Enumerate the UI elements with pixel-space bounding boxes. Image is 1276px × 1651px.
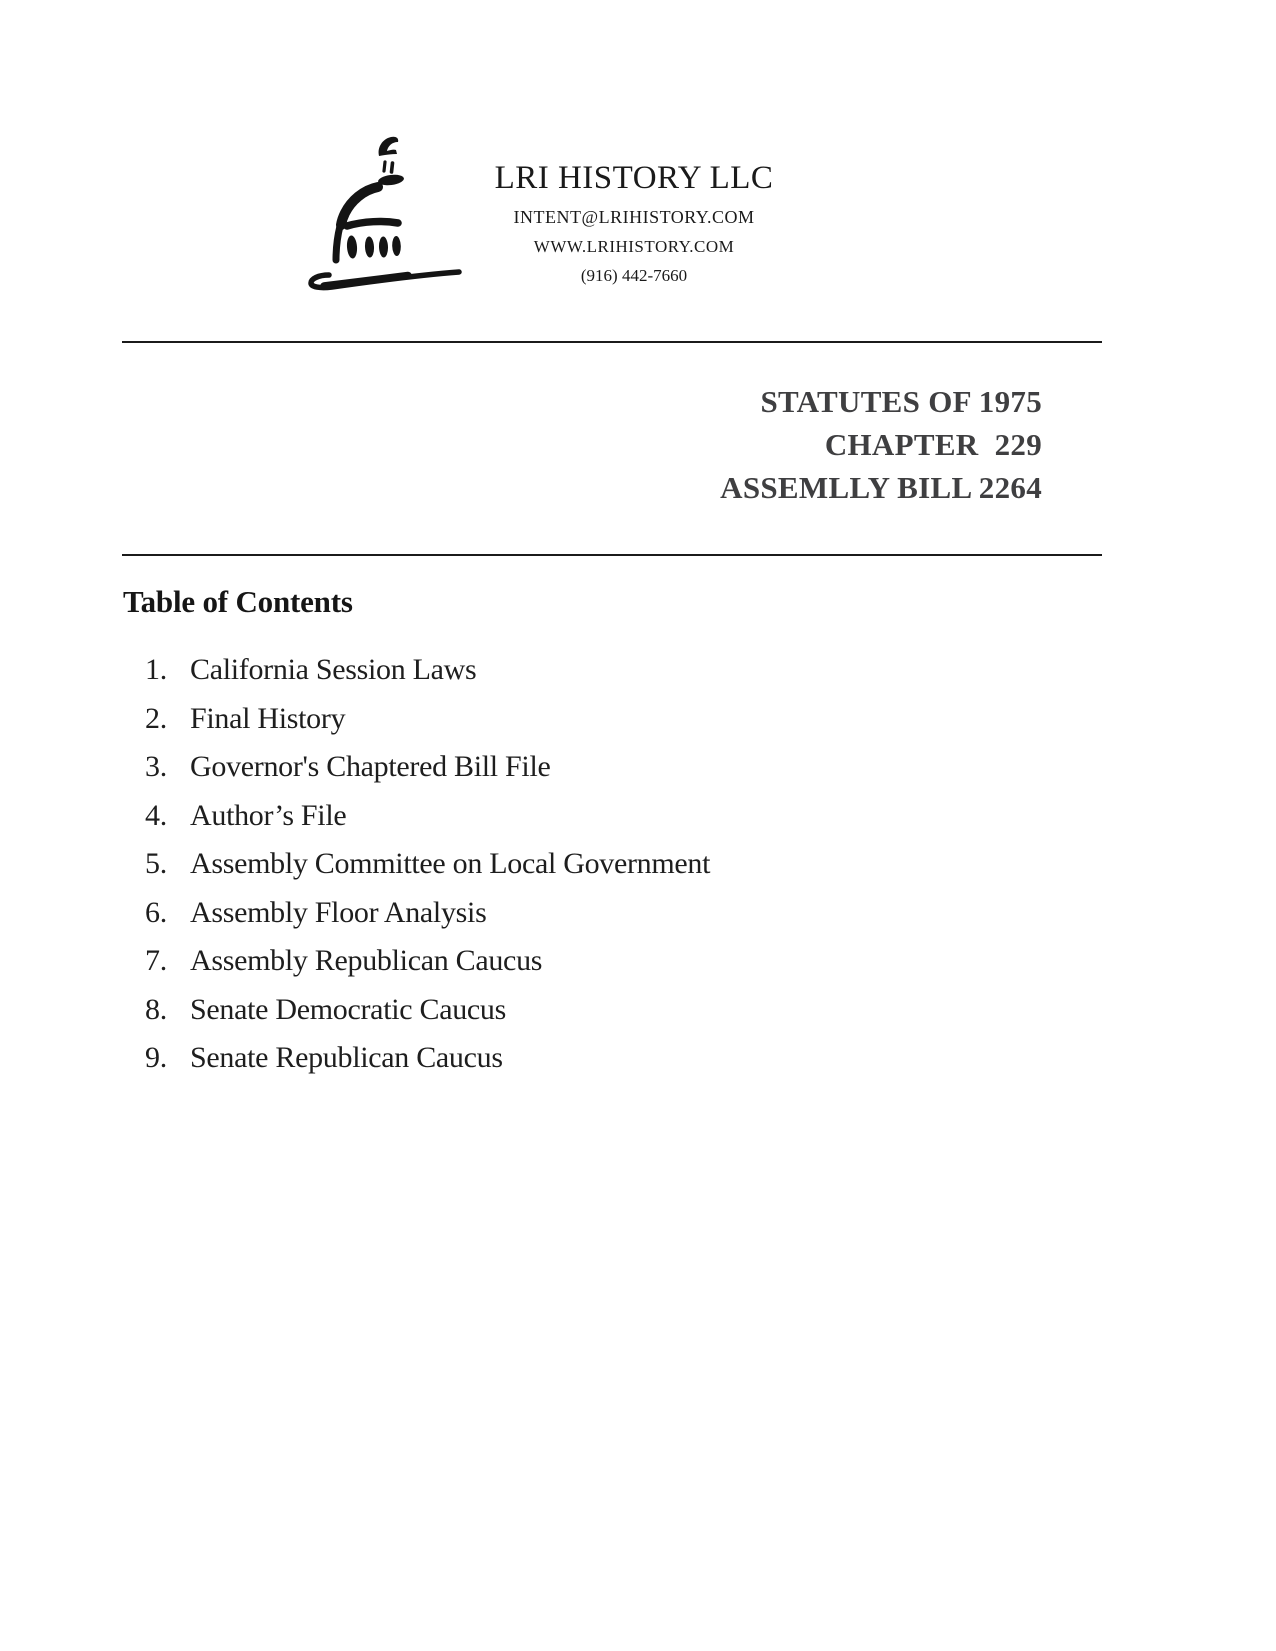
toc-heading: Table of Contents <box>123 584 353 619</box>
toc-item <box>145 986 710 1035</box>
company-phone: (916) 442-7660 <box>580 266 688 285</box>
toc-item <box>145 743 710 792</box>
toc-item-label: Assembly Republican Caucus <box>190 944 543 977</box>
company-website: WWW.LRIHISTORY.COM <box>533 237 735 256</box>
toc-item-number: 2. <box>145 701 167 735</box>
toc-item-number: 6. <box>145 895 167 929</box>
toc-item-label: Final History <box>190 701 346 735</box>
toc-item-label: Senate Republican Caucus <box>190 1041 503 1074</box>
toc-item-number: 1. <box>145 653 167 686</box>
document-title-block <box>720 380 1042 509</box>
toc-item-label: Author’s File <box>190 798 347 832</box>
toc-item <box>145 695 710 744</box>
toc-item <box>145 1034 710 1083</box>
toc-item-number: 4. <box>145 798 167 832</box>
letterhead-text <box>454 161 814 286</box>
toc-item <box>145 889 710 938</box>
toc-item-number: 5. <box>145 847 167 880</box>
toc-item <box>145 646 710 695</box>
toc-item-number: 8. <box>145 992 167 1026</box>
toc-item-number: 3. <box>145 750 167 783</box>
toc-item <box>145 840 710 889</box>
statutes-year-line: STATUTES OF 1975 <box>760 384 1042 419</box>
capitol-dome-logo-icon <box>292 124 476 296</box>
horizontal-rule-top <box>122 341 1102 343</box>
toc-item-label: Assembly Committee on Local Government <box>190 847 711 880</box>
toc-item-label: Assembly Floor Analysis <box>190 895 487 929</box>
toc-item-number: 9. <box>145 1041 167 1074</box>
toc-item-label: Senate Democratic Caucus <box>190 992 507 1026</box>
horizontal-rule-bottom <box>122 554 1102 556</box>
toc-item-label: Governor's Chaptered Bill File <box>190 750 551 783</box>
assembly-bill-line: ASSEMLLY BILL 2264 <box>720 470 1042 505</box>
toc-list <box>145 646 710 1083</box>
company-name: LRI HISTORY LLC <box>494 160 774 196</box>
toc-item <box>145 937 710 986</box>
chapter-line: CHAPTER 229 <box>824 427 1042 462</box>
toc-item-label: California Session Laws <box>190 653 477 686</box>
toc-item <box>145 792 710 841</box>
company-email: INTENT@LRIHISTORY.COM <box>513 207 755 227</box>
toc-item-number: 7. <box>145 944 167 977</box>
